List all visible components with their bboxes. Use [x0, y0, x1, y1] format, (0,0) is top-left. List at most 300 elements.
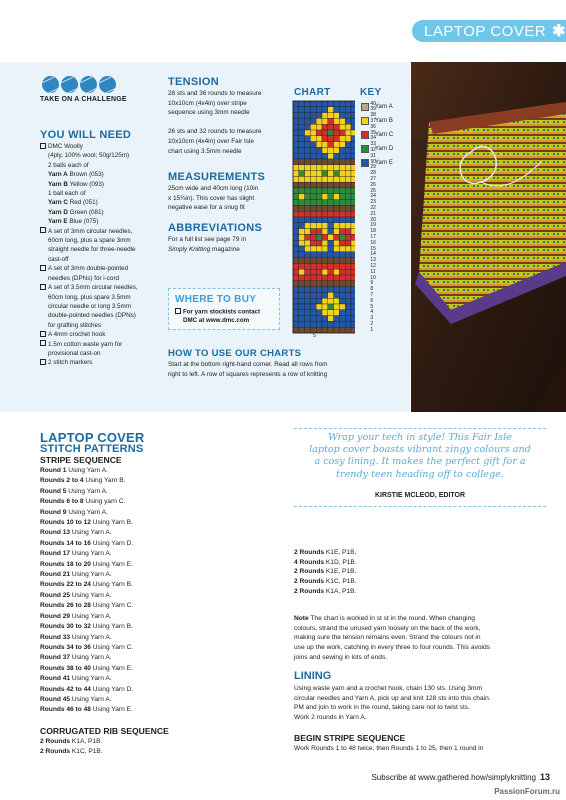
- chart-cell: [322, 159, 328, 165]
- chart-cell: [310, 171, 316, 177]
- chart-cell: [328, 217, 334, 223]
- chart-cell: [310, 142, 316, 148]
- chart-cell: [316, 171, 322, 177]
- chart-cell: [345, 124, 351, 130]
- need-item: [40, 236, 138, 245]
- chart-cell: [316, 211, 322, 217]
- chart-cell: [305, 316, 311, 322]
- chart-cell: [339, 188, 345, 194]
- chart-cell: [345, 136, 351, 142]
- key-label: Yarn D: [375, 146, 394, 152]
- yarn-ball-icon: [80, 76, 97, 93]
- chart-cell: [351, 124, 355, 130]
- chart-cell: [328, 205, 334, 211]
- chart-row-number: 24: [370, 193, 376, 200]
- chart-cell: [310, 205, 316, 211]
- stripe-row-text: Using Yarn A.: [70, 675, 112, 683]
- chart-row-number: 7: [370, 291, 374, 298]
- need-text: double-pointed needles (DPNs): [48, 312, 136, 320]
- key-swatch: [361, 159, 369, 167]
- chart-cell: [339, 258, 345, 264]
- chart-cell: [322, 269, 328, 275]
- chart-cell: [339, 321, 345, 327]
- chart-cell: [322, 321, 328, 327]
- chart-cell: [351, 258, 355, 264]
- chart-cell: [339, 223, 345, 229]
- chart-cell: [334, 113, 340, 119]
- chart-cell: [322, 211, 328, 217]
- chart-cell: [305, 217, 311, 223]
- chart-cell: [316, 304, 322, 310]
- chart-row-number: 19: [370, 222, 376, 229]
- chart-cell: [316, 263, 322, 269]
- measurements-text: [168, 184, 258, 213]
- chart-cell: [310, 316, 316, 322]
- rib-row-text: K1A, P1B.: [70, 738, 103, 745]
- stripe-row: [40, 653, 133, 663]
- chart-cell: [299, 107, 305, 113]
- chart-cell: [339, 327, 345, 333]
- chart-cell: [322, 113, 328, 119]
- chart-cell: [339, 159, 345, 165]
- chart-cell: [310, 258, 316, 264]
- key-item: [361, 156, 393, 170]
- chart-cell: [339, 130, 345, 136]
- chart-cell: [345, 316, 351, 322]
- chart-cell: [299, 298, 305, 304]
- patterns-title: [40, 430, 145, 455]
- yarn-name: Yarn D: [48, 208, 68, 216]
- chart-cell: [334, 153, 340, 159]
- chart-cell: [293, 298, 299, 304]
- chart-cell: [316, 124, 322, 130]
- key-label: Yarn B: [375, 118, 393, 124]
- chart-cell: [299, 275, 305, 281]
- chart-cell: [345, 310, 351, 316]
- chart-cell: [328, 229, 334, 235]
- stripe-row: [40, 528, 133, 538]
- chart-row-number: 17: [370, 233, 376, 240]
- chart-cell: [299, 316, 305, 322]
- stripe-row: [40, 601, 133, 611]
- chart-cell: [293, 118, 299, 124]
- rib-title: CORRUGATED RIB SEQUENCE: [40, 726, 169, 736]
- chart-cell: [345, 240, 351, 246]
- rib-row-text: K1E, P1B.: [324, 568, 357, 576]
- chart-cell: [351, 234, 355, 240]
- chart-cell: [293, 269, 299, 275]
- chart-cell: [351, 194, 355, 200]
- chart-title: CHART: [294, 87, 331, 98]
- chart-cell: [299, 310, 305, 316]
- chart-cell: [334, 107, 340, 113]
- page-footer: [260, 772, 550, 782]
- chart-cell: [310, 194, 316, 200]
- chart-cell: [334, 118, 340, 124]
- chart-cell: [339, 142, 345, 148]
- chart-cell: [322, 240, 328, 246]
- chart-cell: [310, 113, 316, 119]
- chart-cell: [339, 211, 345, 217]
- chart-cell: [293, 159, 299, 165]
- chart-cell: [322, 292, 328, 298]
- need-item: [40, 340, 138, 349]
- chart-cell: [339, 287, 345, 293]
- chart-cell: [334, 234, 340, 240]
- chart-cell: [305, 310, 311, 316]
- checkbox-icon: [40, 284, 46, 290]
- chart-cell: [322, 252, 328, 258]
- chart-cell: [316, 130, 322, 136]
- chart-cell: [316, 200, 322, 206]
- chart-cell: [305, 327, 311, 333]
- need-text: circular needle or long 3.5mm: [48, 302, 131, 310]
- need-text: Green (081): [67, 208, 104, 216]
- stripe-sequence-list: [40, 466, 133, 716]
- need-item: [40, 358, 138, 367]
- chart-cell: [316, 118, 322, 124]
- chart-cell: [322, 188, 328, 194]
- chart-cell: [351, 316, 355, 322]
- chart-cell: [293, 287, 299, 293]
- stripe-row-text: Using yarn C.: [83, 498, 126, 506]
- note-line-text: joins and sewing in lots of ends.: [294, 653, 388, 661]
- key-label: Yarn A: [375, 104, 393, 110]
- chart-cell: [328, 136, 334, 142]
- chart-cell: [310, 281, 316, 287]
- chart-cell: [345, 153, 351, 159]
- chart-cell: [299, 176, 305, 182]
- chart-cell: [293, 252, 299, 258]
- chart-cell: [322, 310, 328, 316]
- subscribe-link[interactable]: Subscribe at www.gathered.how/simplyknitting: [371, 773, 536, 782]
- chart-cell: [305, 153, 311, 159]
- chart-cell: [328, 101, 334, 107]
- chart-cell: [339, 252, 345, 258]
- chart-cell: [293, 171, 299, 177]
- yarn-ball-icon: [61, 76, 78, 93]
- quote-line: laptop cover boasts vibrant zingy colours and: [309, 444, 531, 456]
- chart-cell: [305, 321, 311, 327]
- need-item: [40, 349, 138, 358]
- chart-row-number: 16: [370, 239, 376, 246]
- chart-cell: [299, 153, 305, 159]
- chart-row-number: 10: [370, 274, 376, 281]
- chart-cell: [322, 287, 328, 293]
- stripe-row-label: Rounds 22 to 24: [40, 581, 91, 589]
- chart-cell: [316, 101, 322, 107]
- need-text: provisional cast-on: [48, 349, 101, 357]
- chart-row-number: 40: [370, 100, 376, 107]
- note-line: [294, 614, 490, 624]
- stripe-row: [40, 612, 133, 622]
- chart-cell: [339, 240, 345, 246]
- chart-cell: [351, 200, 355, 206]
- stripe-row-label: Round 9: [40, 508, 67, 516]
- chart-cell: [345, 287, 351, 293]
- stripe-row-text: Using Yarn E.: [90, 560, 133, 568]
- chart-cell: [322, 107, 328, 113]
- need-text: 60cm long, plus a spare 3mm: [48, 237, 131, 245]
- chart-cell: [322, 281, 328, 287]
- chart-cell: [310, 275, 316, 281]
- chart-cell: [345, 327, 351, 333]
- chart-cell: [310, 153, 316, 159]
- stripe-row: [40, 476, 133, 486]
- chart-row-number: 6: [370, 297, 374, 304]
- key-label: Yarn C: [375, 132, 394, 138]
- chart-cell: [299, 287, 305, 293]
- stripe-row-text: Using Yarn B.: [90, 581, 133, 589]
- begin-stripe-text: Work Rounds 1 to 48 twice, then Rounds 1 to 25, then 1 round in: [294, 745, 484, 752]
- note-line-text: colours, strand the unused yarn loosely on the back of the work,: [294, 624, 481, 632]
- need-text: A set of 3.5mm circular needles,: [48, 284, 138, 292]
- chart-cell: [328, 124, 334, 130]
- chart-cell: [322, 229, 328, 235]
- need-item: [40, 283, 138, 292]
- chart-row-number: 36: [370, 123, 376, 130]
- chart-cell: [334, 246, 340, 252]
- chart-cell: [322, 217, 328, 223]
- chart-cell: [328, 223, 334, 229]
- stripe-row-label: Rounds 14 to 16: [40, 539, 91, 547]
- key-item: [361, 128, 393, 142]
- laptop-cover-photo: [411, 62, 566, 412]
- editor-quote: [294, 432, 546, 481]
- chart-cell: [334, 217, 340, 223]
- chart-cell: [293, 107, 299, 113]
- chart-cell: [299, 263, 305, 269]
- chart-cell: [328, 275, 334, 281]
- measurement-line: 25cm wide and 40cm long (10in: [168, 185, 259, 192]
- chart-cell: [322, 246, 328, 252]
- stripe-row-text: Using Yarn A.: [66, 487, 108, 495]
- chart-row-number: 28: [370, 170, 376, 177]
- chart-cell: [310, 200, 316, 206]
- chart-cell: [334, 211, 340, 217]
- chart-cell: [305, 171, 311, 177]
- chart-cell: [305, 304, 311, 310]
- chart-cell: [316, 327, 322, 333]
- chart-cell: [334, 142, 340, 148]
- chart-cell: [293, 217, 299, 223]
- chart-cell: [293, 130, 299, 136]
- stripe-row-label: Round 17: [40, 550, 71, 558]
- chart-row-number: 38: [370, 112, 376, 119]
- chart-cell: [328, 211, 334, 217]
- rib-row: [294, 577, 357, 587]
- stripe-row-text: Using Yarn A.: [70, 612, 112, 620]
- chart-row-number: 13: [370, 257, 376, 264]
- chart-cell: [316, 234, 322, 240]
- chart-cell: [299, 223, 305, 229]
- note-line: [294, 653, 490, 663]
- rib-row: [294, 587, 357, 597]
- chart-cell: [305, 176, 311, 182]
- chart-cell: [334, 165, 340, 171]
- chart-cell: [310, 246, 316, 252]
- need-text: Red (051): [67, 199, 98, 207]
- chart-cell: [345, 281, 351, 287]
- chart-cell: [299, 234, 305, 240]
- chart-cell: [316, 240, 322, 246]
- chart-cell: [310, 107, 316, 113]
- need-text: 2 stitch markers: [48, 359, 93, 367]
- chart-cell: [299, 258, 305, 264]
- chart-cell: [328, 165, 334, 171]
- chart-cell: [328, 310, 334, 316]
- stripe-row-label: Round 33: [40, 633, 71, 641]
- stripe-row: [40, 643, 133, 653]
- chart-cell: [322, 205, 328, 211]
- tension-line: 10x10cm (4x4in) over stripe: [168, 99, 247, 107]
- chart-cell: [334, 252, 340, 258]
- chart-cell: [299, 101, 305, 107]
- chart-cell: [293, 142, 299, 148]
- chart-cell: [345, 217, 351, 223]
- patterns-title-line: LAPTOP COVER: [40, 430, 145, 445]
- chart-cell: [345, 321, 351, 327]
- chart-cell: [316, 182, 322, 188]
- stripe-row: [40, 560, 133, 570]
- chart-row-number: 14: [370, 251, 376, 258]
- stripe-row-label: Round 21: [40, 571, 71, 579]
- chart-cell: [293, 234, 299, 240]
- chart-cell: [316, 136, 322, 142]
- chart-cell: [299, 304, 305, 310]
- abbreviations-text: [168, 235, 246, 254]
- chart-cell: [345, 159, 351, 165]
- chart-cell: [328, 234, 334, 240]
- chart-cell: [316, 194, 322, 200]
- chart-cell: [339, 153, 345, 159]
- chart-cell: [328, 240, 334, 246]
- stripe-row-text: Using Yarn D.: [90, 685, 134, 693]
- chart-row-number: 3: [370, 315, 374, 322]
- chart-cell: [322, 234, 328, 240]
- chart-cell: [305, 258, 311, 264]
- stripe-row-label: Rounds 30 to 32: [40, 623, 91, 631]
- challenge-label: TAKE ON A CHALLENGE: [40, 96, 127, 103]
- chart-row-number: 21: [370, 210, 376, 217]
- chart-row-number: 31: [370, 152, 376, 159]
- chart-bottom-label: 5: [313, 333, 316, 339]
- you-will-need-list: [40, 142, 138, 368]
- chart-cell: [334, 310, 340, 316]
- chart-cell: [345, 246, 351, 252]
- stripe-row: [40, 705, 133, 715]
- chart-cell: [305, 223, 311, 229]
- measurements-title: MEASUREMENTS: [168, 171, 266, 183]
- stripe-row-label: Rounds 34 to 36: [40, 643, 91, 651]
- stripe-row-text: Using Yarn A.: [70, 550, 112, 558]
- rib-row-label: 2 Rounds: [40, 738, 71, 745]
- rib-row-text: K1D, P1B.: [324, 558, 357, 566]
- checkbox-icon: [40, 340, 46, 346]
- need-item: [40, 227, 138, 236]
- chart-cell: [316, 246, 322, 252]
- chart-row-number: 1: [370, 326, 374, 333]
- begin-stripe-title: BEGIN STRIPE SEQUENCE: [294, 733, 406, 743]
- chart-cell: [328, 153, 334, 159]
- chart-cell: [316, 223, 322, 229]
- chart-cell: [345, 194, 351, 200]
- key-item: [361, 100, 393, 114]
- need-text: Blue (075): [67, 218, 99, 226]
- chart-cell: [305, 194, 311, 200]
- chart-cell: [310, 176, 316, 182]
- chart-cell: [293, 223, 299, 229]
- stripe-row-label: Rounds 38 to 40: [40, 664, 91, 672]
- chart-cell: [316, 269, 322, 275]
- chart-cell: [305, 165, 311, 171]
- need-text: 60cm long, plus spare 3.5mm: [48, 293, 131, 301]
- stripe-row-text: Using Yarn B.: [90, 519, 133, 527]
- chart-cell: [351, 211, 355, 217]
- need-text: straight needle for three-needle: [48, 246, 136, 254]
- stripe-row-label: Round 25: [40, 591, 71, 599]
- chart-cell: [351, 171, 355, 177]
- chart-cell: [351, 188, 355, 194]
- chart-cell: [305, 275, 311, 281]
- chart-cell: [305, 159, 311, 165]
- chart-cell: [345, 275, 351, 281]
- need-item: [40, 311, 138, 320]
- chart-cell: [328, 159, 334, 165]
- magazine-name: Simply Knitting: [168, 245, 211, 253]
- chart-cell: [322, 147, 328, 153]
- chart-cell: [322, 223, 328, 229]
- chart-cell: [316, 298, 322, 304]
- chart-cell: [351, 153, 355, 159]
- stripe-row-label: Round 45: [40, 695, 71, 703]
- chart-cell: [305, 252, 311, 258]
- yarn-name: Yarn A: [48, 171, 68, 179]
- note-line: [294, 643, 490, 653]
- chart-cell: [322, 124, 328, 130]
- chart-cell: [299, 211, 305, 217]
- chart-cell: [293, 200, 299, 206]
- chart-cell: [299, 130, 305, 136]
- chart-cell: [334, 304, 340, 310]
- chart-cell: [334, 321, 340, 327]
- chart-cell: [299, 118, 305, 124]
- quote-divider: [294, 428, 546, 429]
- chart-cell: [328, 298, 334, 304]
- chart-cell: [339, 171, 345, 177]
- key-swatch: [361, 117, 369, 125]
- chart-cell: [345, 258, 351, 264]
- chart-row-number: 22: [370, 204, 376, 211]
- chart-cell: [310, 165, 316, 171]
- stripe-row: [40, 633, 133, 643]
- how-to-line: Start at the bottom right-hand corner. Read all rows from: [168, 361, 328, 368]
- chart-cell: [345, 101, 351, 107]
- chart-cell: [334, 182, 340, 188]
- chart-cell: [322, 171, 328, 177]
- chart-cell: [316, 107, 322, 113]
- chart-cell: [293, 188, 299, 194]
- key-item: [361, 142, 393, 156]
- chart-cell: [328, 263, 334, 269]
- key-swatch: [361, 131, 369, 139]
- chart-cell: [339, 281, 345, 287]
- rib-sequence-list: [40, 737, 103, 756]
- note-line-label: Note: [294, 615, 309, 622]
- stripe-row-text: Using Yarn A.: [66, 508, 108, 516]
- chart-cell: [351, 118, 355, 124]
- chart-cell: [299, 269, 305, 275]
